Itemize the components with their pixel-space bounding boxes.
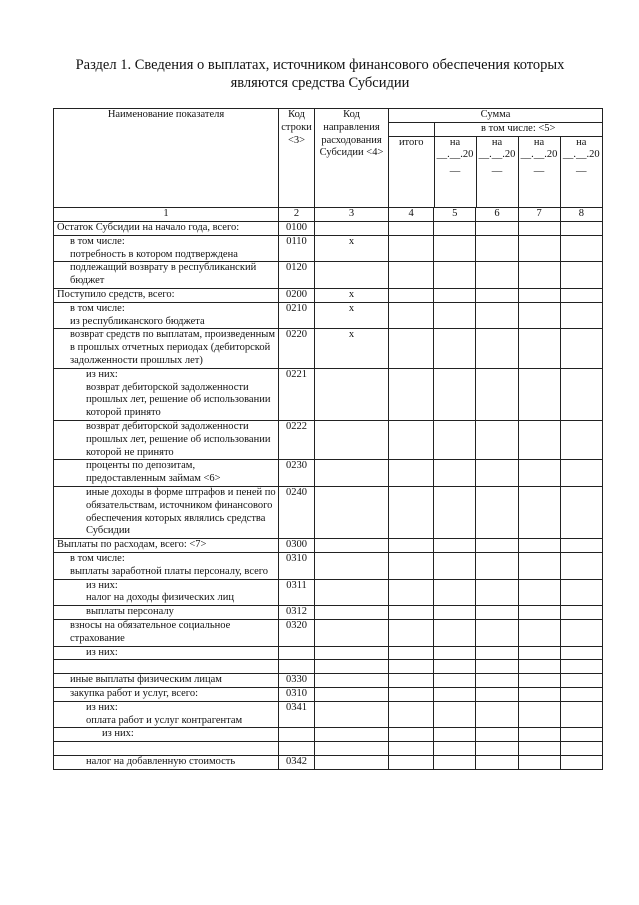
section-title-line2: являются средства Субсидии: [230, 75, 410, 91]
row-amount-cell[interactable]: [476, 742, 518, 756]
row-amount-cell[interactable]: [434, 368, 476, 420]
row-amount-cell[interactable]: [560, 660, 602, 674]
section-title: [40, 56, 600, 92]
row-direction-code: [315, 460, 389, 487]
row-code: [279, 646, 315, 660]
header-period-label: на: [576, 136, 587, 148]
row-code: 0100: [279, 222, 315, 236]
row-amount-cell[interactable]: [389, 460, 434, 487]
row-direction-code: x: [315, 288, 389, 302]
row-amount-cell[interactable]: [518, 674, 560, 688]
header-total: итого: [389, 136, 434, 207]
row-amount-cell[interactable]: [560, 701, 602, 728]
row-code: 0221: [279, 368, 315, 420]
row-amount-cell[interactable]: [560, 302, 602, 329]
row-amount-cell[interactable]: [560, 539, 602, 553]
row-amount-cell[interactable]: [560, 688, 602, 702]
row-amount-cell[interactable]: [389, 222, 434, 236]
row-name: в том числе: потребность в котором подтверждена: [54, 235, 279, 262]
row-direction-code: x: [315, 329, 389, 368]
table-row: [54, 302, 603, 329]
row-name: в том числе: из республиканского бюджета: [54, 302, 279, 329]
row-code: 0310: [279, 688, 315, 702]
table-row: [54, 235, 603, 262]
row-code: [279, 742, 315, 756]
row-amount-cell[interactable]: [434, 460, 476, 487]
row-name: проценты по депозитам, предоставленным займам <6>: [54, 460, 279, 487]
table-row: [54, 486, 603, 538]
row-amount-cell[interactable]: [434, 688, 476, 702]
row-amount-cell[interactable]: [389, 486, 434, 538]
column-number: 5: [434, 208, 476, 222]
header-period-date: __.__.20__: [520, 149, 558, 174]
row-amount-cell[interactable]: [476, 368, 518, 420]
row-name: взносы на обязательное социальное страхование: [54, 619, 279, 646]
row-amount-cell[interactable]: [518, 262, 560, 289]
table-row: [54, 222, 603, 236]
row-amount-cell[interactable]: [518, 742, 560, 756]
row-code: 0200: [279, 288, 315, 302]
table-row: [54, 742, 603, 756]
table-row: [54, 288, 603, 302]
row-amount-cell[interactable]: [476, 688, 518, 702]
row-amount-cell[interactable]: [389, 619, 434, 646]
row-amount-cell[interactable]: [560, 329, 602, 368]
row-amount-cell[interactable]: [476, 756, 518, 770]
row-amount-cell[interactable]: [389, 756, 434, 770]
row-amount-cell[interactable]: [434, 486, 476, 538]
header-period-col: [434, 136, 476, 207]
row-name: Остаток Субсидии на начало года, всего:: [54, 222, 279, 236]
table-row: [54, 701, 603, 728]
row-amount-cell[interactable]: [434, 606, 476, 620]
row-direction-code: [315, 646, 389, 660]
row-code: 0222: [279, 420, 315, 459]
row-amount-cell[interactable]: [476, 288, 518, 302]
row-name: иные выплаты физическим лицам: [54, 674, 279, 688]
table-row: [54, 646, 603, 660]
row-name: выплаты персоналу: [54, 606, 279, 620]
row-amount-cell[interactable]: [560, 262, 602, 289]
row-amount-cell[interactable]: [476, 619, 518, 646]
header-period-col: [476, 136, 518, 207]
row-amount-cell[interactable]: [476, 262, 518, 289]
row-name: закупка работ и услуг, всего:: [54, 688, 279, 702]
row-name: [54, 742, 279, 756]
row-amount-cell[interactable]: [560, 486, 602, 538]
row-amount-cell[interactable]: [518, 619, 560, 646]
row-code: 0110: [279, 235, 315, 262]
row-amount-cell[interactable]: [434, 288, 476, 302]
header-period-col: [560, 136, 602, 207]
column-number: 2: [279, 208, 315, 222]
table-row: [54, 420, 603, 459]
table-row: [54, 579, 603, 606]
row-amount-cell[interactable]: [476, 460, 518, 487]
row-amount-cell[interactable]: [434, 552, 476, 579]
row-amount-cell[interactable]: [476, 329, 518, 368]
row-code: 0220: [279, 329, 315, 368]
column-numbers-row: [54, 208, 603, 222]
header-period-label: на: [491, 136, 503, 148]
header-sum-sub: [389, 122, 603, 207]
row-direction-code: [315, 222, 389, 236]
row-code: 0330: [279, 674, 315, 688]
row-amount-cell[interactable]: [518, 222, 560, 236]
row-amount-cell[interactable]: [389, 420, 434, 459]
row-amount-cell[interactable]: [560, 460, 602, 487]
row-direction-code: [315, 756, 389, 770]
row-amount-cell[interactable]: [476, 235, 518, 262]
row-amount-cell[interactable]: [476, 486, 518, 538]
row-code: 0310: [279, 552, 315, 579]
column-number: 7: [518, 208, 560, 222]
row-amount-cell[interactable]: [518, 701, 560, 728]
row-name: в том числе: выплаты заработной платы персоналу, всего: [54, 552, 279, 579]
row-amount-cell[interactable]: [518, 288, 560, 302]
row-amount-cell[interactable]: [560, 674, 602, 688]
row-code: 0210: [279, 302, 315, 329]
row-amount-cell[interactable]: [560, 619, 602, 646]
row-amount-cell[interactable]: [476, 606, 518, 620]
row-amount-cell[interactable]: [476, 646, 518, 660]
row-code: 0300: [279, 539, 315, 553]
row-direction-code: [315, 262, 389, 289]
row-direction-code: [315, 619, 389, 646]
row-amount-cell[interactable]: [389, 579, 434, 606]
row-amount-cell[interactable]: [434, 329, 476, 368]
row-code: 0341: [279, 701, 315, 728]
row-amount-cell[interactable]: [518, 368, 560, 420]
row-amount-cell[interactable]: [518, 688, 560, 702]
table-row: [54, 460, 603, 487]
row-amount-cell[interactable]: [389, 742, 434, 756]
row-amount-cell[interactable]: [389, 302, 434, 329]
row-direction-code: x: [315, 302, 389, 329]
header-name: Наименование показателя: [54, 109, 279, 208]
column-number: 4: [389, 208, 434, 222]
row-amount-cell[interactable]: [518, 420, 560, 459]
section-title-line1: Раздел 1. Сведения о выплатах, источником финансового обеспечения которых: [75, 57, 565, 73]
row-amount-cell[interactable]: [476, 701, 518, 728]
row-amount-cell[interactable]: [389, 552, 434, 579]
row-amount-cell[interactable]: [518, 728, 560, 742]
row-amount-cell[interactable]: [518, 302, 560, 329]
row-amount-cell[interactable]: [389, 288, 434, 302]
header-row-1: [54, 109, 603, 123]
row-amount-cell[interactable]: [389, 262, 434, 289]
row-amount-cell[interactable]: [434, 728, 476, 742]
row-amount-cell[interactable]: [434, 420, 476, 459]
row-amount-cell[interactable]: [518, 486, 560, 538]
row-amount-cell[interactable]: [518, 552, 560, 579]
table-row: [54, 660, 603, 674]
table-row: [54, 688, 603, 702]
row-amount-cell[interactable]: [476, 222, 518, 236]
row-code: 0342: [279, 756, 315, 770]
row-amount-cell[interactable]: [389, 606, 434, 620]
row-amount-cell[interactable]: [389, 728, 434, 742]
row-amount-cell[interactable]: [389, 701, 434, 728]
header-period-date: __.__.20__: [478, 149, 516, 174]
row-name: возврат дебиторской задолженности прошлых лет, решение об использовании которой не принято: [54, 420, 279, 459]
header-period-label: на: [533, 136, 545, 148]
row-amount-cell[interactable]: [518, 646, 560, 660]
row-amount-cell[interactable]: [560, 222, 602, 236]
row-code: [279, 660, 315, 674]
row-amount-cell[interactable]: [518, 606, 560, 620]
row-amount-cell[interactable]: [476, 674, 518, 688]
header-code-row: Код строки <3>: [279, 109, 315, 208]
header-including: в том числе: <5>: [434, 123, 602, 136]
row-amount-cell[interactable]: [560, 606, 602, 620]
table-row: [54, 674, 603, 688]
table-row: [54, 552, 603, 579]
header-sum: Сумма: [389, 109, 603, 123]
row-amount-cell[interactable]: [434, 646, 476, 660]
column-number: 1: [54, 208, 279, 222]
row-direction-code: [315, 688, 389, 702]
row-direction-code: [315, 539, 389, 553]
row-amount-cell[interactable]: [560, 420, 602, 459]
row-direction-code: [315, 606, 389, 620]
row-amount-cell[interactable]: [389, 674, 434, 688]
row-amount-cell[interactable]: [560, 552, 602, 579]
row-amount-cell[interactable]: [518, 756, 560, 770]
row-name: из них:: [54, 728, 279, 742]
row-direction-code: [315, 368, 389, 420]
row-amount-cell[interactable]: [476, 579, 518, 606]
row-code: 0240: [279, 486, 315, 538]
row-code: 0230: [279, 460, 315, 487]
row-name: из них: налог на доходы физических лиц: [54, 579, 279, 606]
row-amount-cell[interactable]: [434, 660, 476, 674]
table-row: [54, 539, 603, 553]
row-amount-cell[interactable]: [434, 262, 476, 289]
table-row: [54, 329, 603, 368]
row-amount-cell[interactable]: [389, 368, 434, 420]
header-period-date: __.__.20__: [562, 149, 600, 174]
row-amount-cell[interactable]: [560, 742, 602, 756]
row-name: [54, 660, 279, 674]
row-amount-cell[interactable]: [560, 288, 602, 302]
row-amount-cell[interactable]: [560, 579, 602, 606]
row-code: 0320: [279, 619, 315, 646]
row-amount-cell[interactable]: [518, 579, 560, 606]
row-amount-cell[interactable]: [434, 701, 476, 728]
table-row: [54, 606, 603, 620]
row-name: из них:: [54, 646, 279, 660]
row-amount-cell[interactable]: [389, 329, 434, 368]
row-amount-cell[interactable]: [434, 742, 476, 756]
header-period-col: [518, 136, 560, 207]
row-code: 0312: [279, 606, 315, 620]
row-amount-cell[interactable]: [389, 646, 434, 660]
row-direction-code: [315, 486, 389, 538]
row-name: Выплаты по расходам, всего: <7>: [54, 539, 279, 553]
row-name: подлежащий возврату в республиканский бюджет: [54, 262, 279, 289]
row-amount-cell[interactable]: [518, 235, 560, 262]
row-amount-cell[interactable]: [518, 539, 560, 553]
table-row: [54, 368, 603, 420]
table-row: [54, 756, 603, 770]
table-row: [54, 262, 603, 289]
row-amount-cell[interactable]: [560, 756, 602, 770]
row-amount-cell[interactable]: [560, 728, 602, 742]
row-code: 0311: [279, 579, 315, 606]
row-name: налог на добавленную стоимость: [54, 756, 279, 770]
row-amount-cell[interactable]: [434, 619, 476, 646]
row-amount-cell[interactable]: [476, 728, 518, 742]
row-amount-cell[interactable]: [476, 302, 518, 329]
row-direction-code: [315, 660, 389, 674]
row-amount-cell[interactable]: [560, 368, 602, 420]
row-code: 0120: [279, 262, 315, 289]
row-amount-cell[interactable]: [389, 235, 434, 262]
row-amount-cell[interactable]: [389, 660, 434, 674]
column-number: 3: [315, 208, 389, 222]
row-direction-code: x: [315, 235, 389, 262]
row-name: иные доходы в форме штрафов и пеней по обязательствам, источником финансового обеспечения которых являлись средства Субсидии: [54, 486, 279, 538]
row-direction-code: [315, 420, 389, 459]
payments-table: [53, 108, 603, 770]
table-row: [54, 728, 603, 742]
row-amount-cell[interactable]: [389, 688, 434, 702]
row-name: из них: возврат дебиторской задолженности прошлых лет, решение об использовании которой принято: [54, 368, 279, 420]
table-row: [54, 619, 603, 646]
column-number: 8: [560, 208, 602, 222]
row-amount-cell[interactable]: [434, 222, 476, 236]
row-amount-cell[interactable]: [434, 579, 476, 606]
row-direction-code: [315, 674, 389, 688]
row-amount-cell[interactable]: [434, 756, 476, 770]
row-name: из них: оплата работ и услуг контрагентам: [54, 701, 279, 728]
row-direction-code: [315, 701, 389, 728]
row-amount-cell[interactable]: [434, 235, 476, 262]
row-name: Поступило средств, всего:: [54, 288, 279, 302]
row-direction-code: [315, 742, 389, 756]
row-direction-code: [315, 552, 389, 579]
row-amount-cell[interactable]: [434, 674, 476, 688]
row-amount-cell[interactable]: [434, 539, 476, 553]
row-direction-code: [315, 728, 389, 742]
row-amount-cell[interactable]: [476, 660, 518, 674]
row-amount-cell[interactable]: [518, 460, 560, 487]
column-number: 6: [476, 208, 518, 222]
row-amount-cell[interactable]: [476, 552, 518, 579]
row-amount-cell[interactable]: [518, 660, 560, 674]
row-amount-cell[interactable]: [518, 329, 560, 368]
row-amount-cell[interactable]: [560, 646, 602, 660]
row-amount-cell[interactable]: [560, 235, 602, 262]
row-amount-cell[interactable]: [476, 539, 518, 553]
row-amount-cell[interactable]: [389, 539, 434, 553]
row-amount-cell[interactable]: [434, 302, 476, 329]
row-amount-cell[interactable]: [476, 420, 518, 459]
row-direction-code: [315, 579, 389, 606]
header-period-label: на: [449, 136, 461, 148]
header-code-direction: Код направления расходования Субсидии <4>: [315, 109, 389, 208]
row-code: [279, 728, 315, 742]
header-period-date: __.__.20__: [436, 149, 474, 174]
row-name: возврат средств по выплатам, произведенным в прошлых отчетных периодах (дебиторской задолженности прошлых лет): [54, 329, 279, 368]
